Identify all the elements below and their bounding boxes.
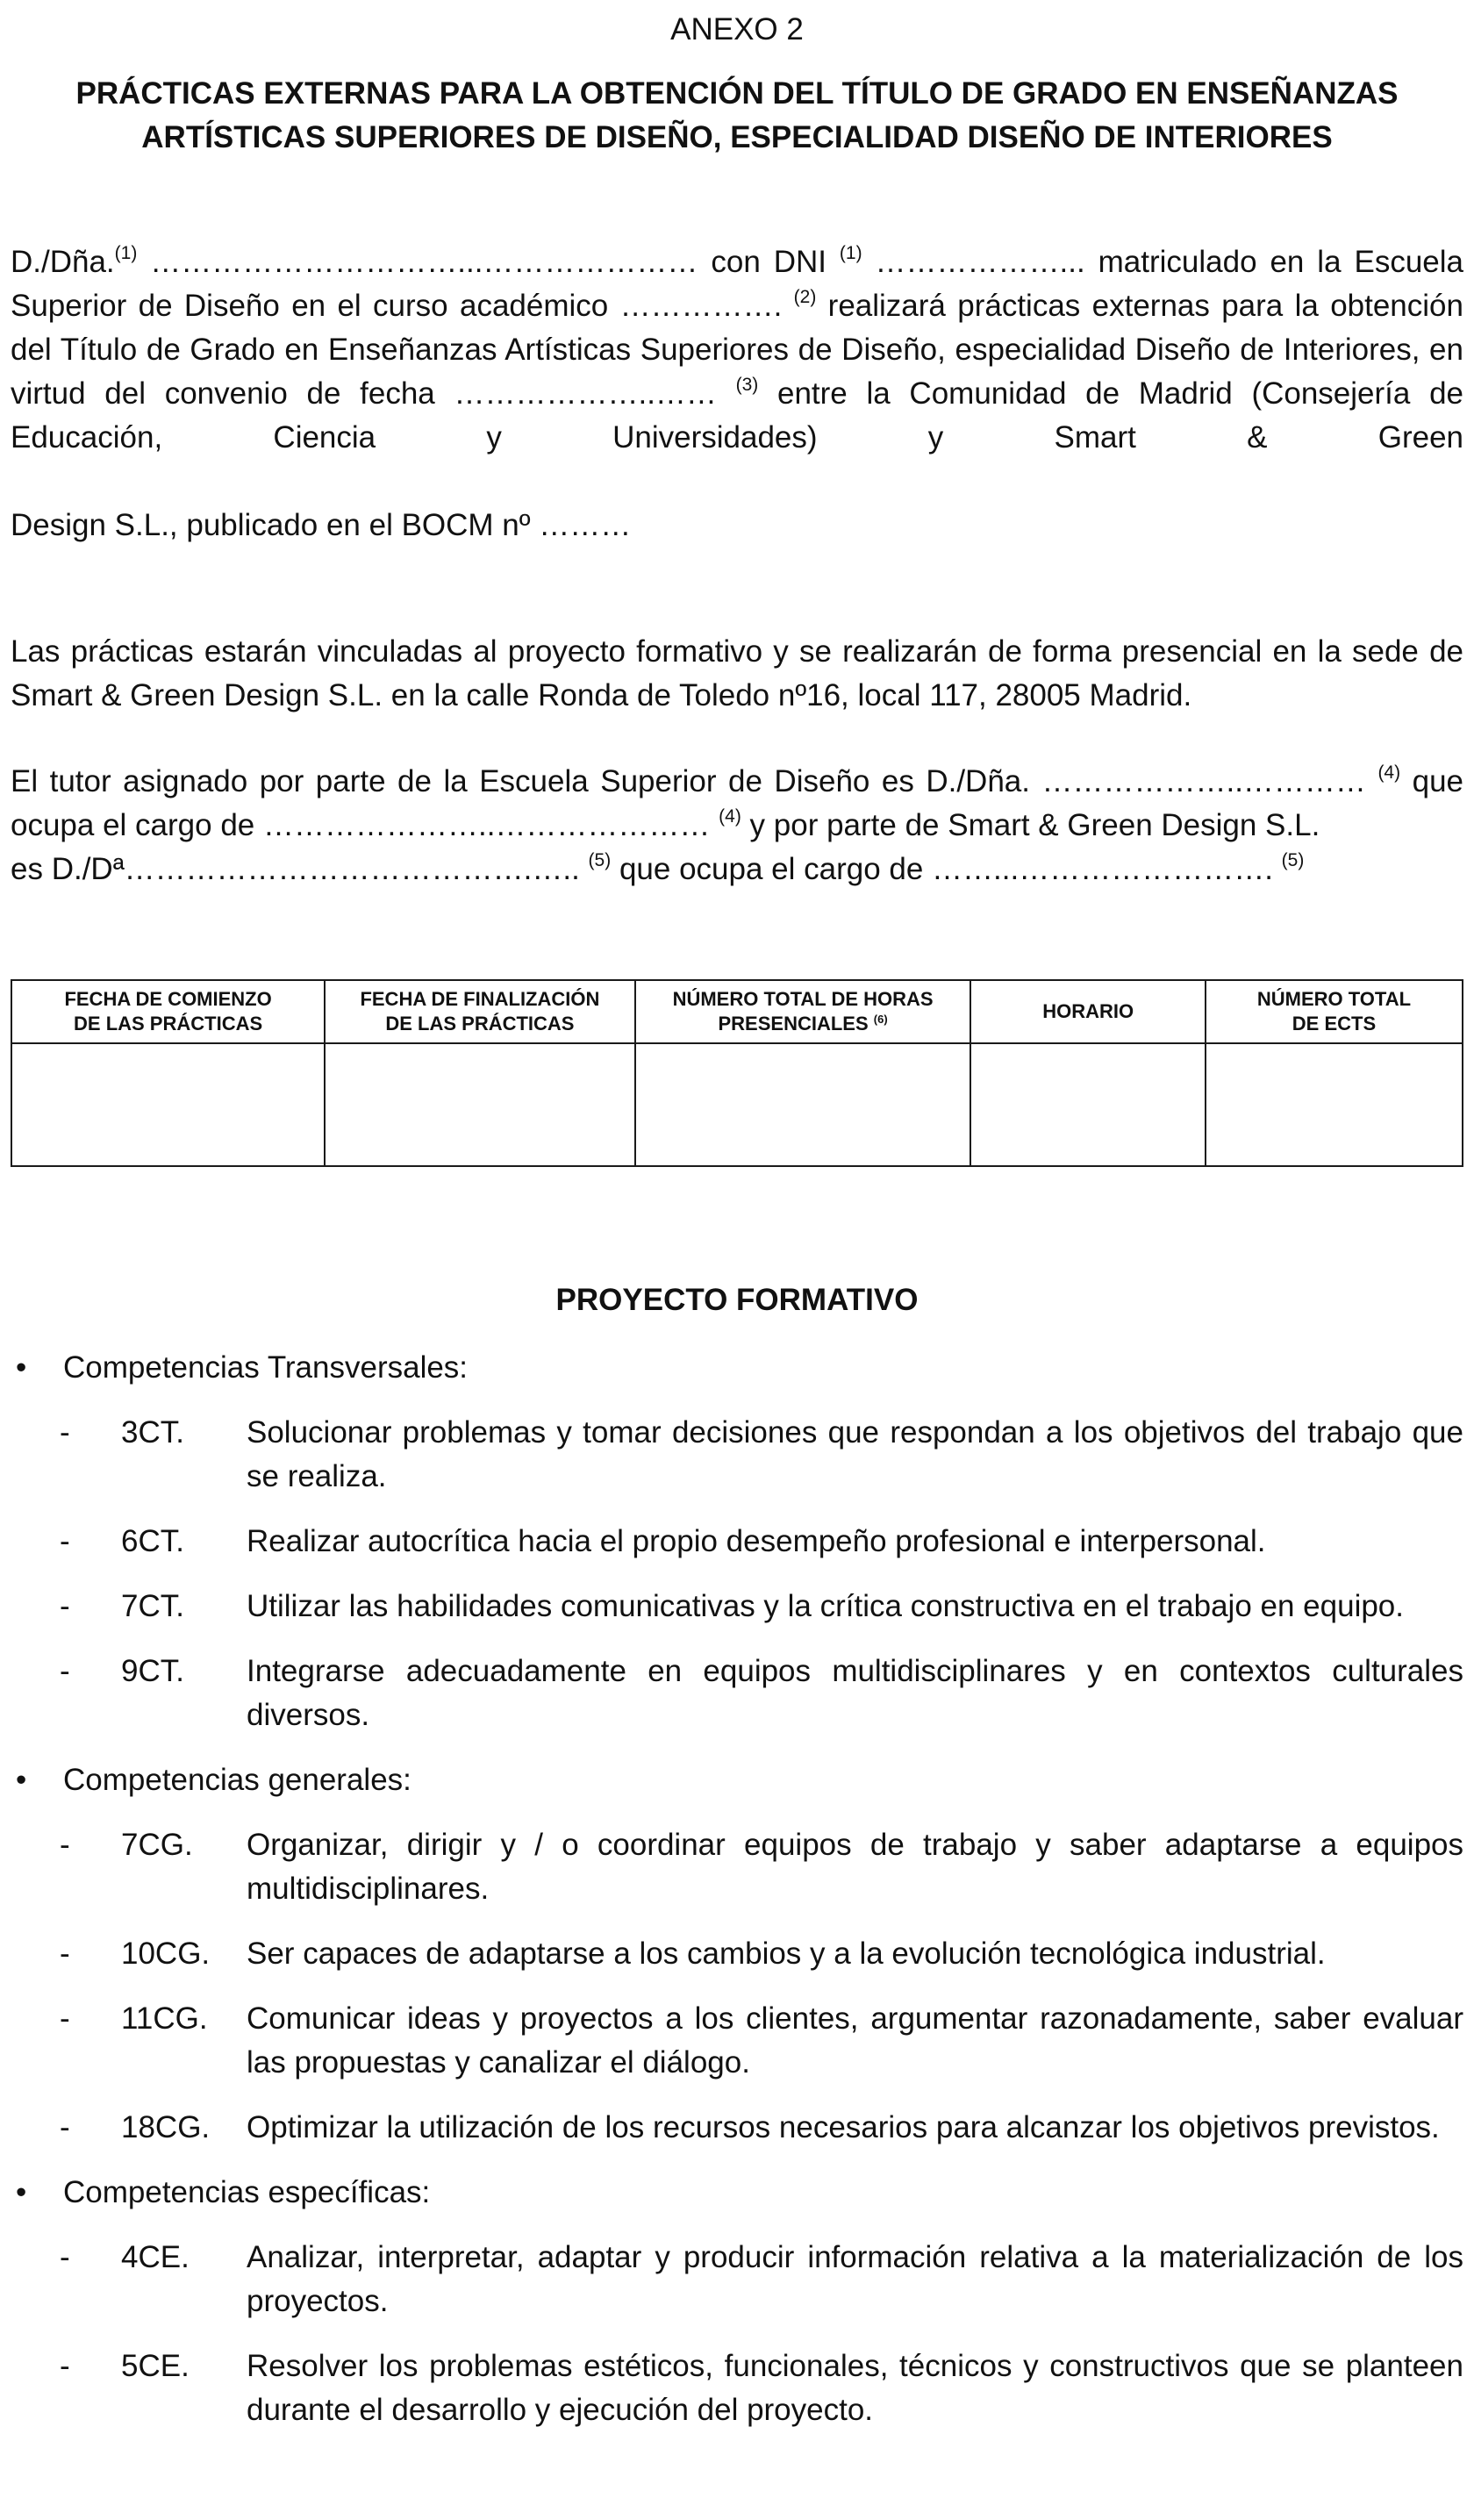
p3-last-line (11, 848, 1463, 891)
document-title (11, 72, 1463, 160)
list-item (11, 1520, 1463, 1564)
competency-text: Ser capaces de adaptarse a los cambios y a la evolución tecnológica industrial. (247, 1937, 1326, 1971)
p1-text-3: ………………... matriculado en la Escuela Superior de Diseño en el curso académico ……………. (11, 245, 1463, 323)
group-title: Competencias específicas: (63, 2175, 431, 2209)
competency-code: 10CG. (121, 1937, 211, 1971)
list-item (11, 2106, 1463, 2150)
competency-text: Solucionar problemas y tomar decisiones que respondan a los objetivos del trabajo que se realiza. (247, 1415, 1463, 1493)
competency-code: 18CG. (121, 2110, 211, 2144)
footnote-ref: (1) (114, 243, 138, 263)
group-heading (11, 2171, 1463, 2215)
bullet-icon: • (16, 1763, 27, 1797)
competency-text: Comunicar ideas y proyectos a los clientes, argumentar razonadamente, saber evaluar las propuestas y canalizar el diálogo. (247, 2001, 1463, 2080)
cell-schedule[interactable] (970, 1043, 1205, 1166)
competency-code: 9CT. (121, 1654, 184, 1688)
footnote-ref: (5) (1281, 850, 1305, 870)
section-title: PROYECTO FORMATIVO (555, 1283, 919, 1317)
p1-last-line: Design S.L., publicado en el BOCM nº ……… (11, 508, 632, 542)
annex-label: ANEXO 2 (670, 12, 804, 47)
competency-text: Integrarse adecuadamente en equipos multidisciplinares y en contextos culturales diversos. (247, 1654, 1463, 1732)
list-item (11, 1997, 1463, 2085)
competency-code: 7CT. (121, 1589, 184, 1623)
competency-text: Realizar autocrítica hacia el propio desempeño profesional e interpersonal. (247, 1524, 1266, 1558)
footnote-ref: (6) (873, 1013, 888, 1026)
competency-text: Utilizar las habilidades comunicativas y la crítica constructiva en el trabajo en equipo. (247, 1589, 1404, 1623)
p3-text-2: que ocupa el cargo de …………………..………………… (11, 764, 1463, 842)
p3-l3-text-2: que ocupa el cargo de ……...……………………. (611, 852, 1282, 886)
list-item (11, 1411, 1463, 1499)
footnote-ref: (5) (588, 850, 612, 870)
title-line-2: ARTÍSTICAS SUPERIORES DE DISEÑO, ESPECIALIDAD DISEÑO DE INTERIORES (141, 120, 1333, 154)
cell-start-date[interactable] (11, 1043, 325, 1166)
footnote-ref: (1) (839, 243, 862, 263)
dash-icon: - (60, 1654, 70, 1688)
dash-icon: - (60, 1524, 70, 1558)
competency-code: 6CT. (121, 1524, 184, 1558)
footnote-ref: (2) (793, 287, 817, 307)
competency-group-general (11, 1758, 1463, 2150)
list-item (11, 2345, 1463, 2432)
list-item (11, 1932, 1463, 1976)
dash-icon: - (60, 1828, 70, 1862)
header-line: NÚMERO TOTAL (1256, 988, 1412, 1010)
title-line-1: PRÁCTICAS EXTERNAS PARA LA OBTENCIÓN DEL TÍTULO DE GRADO EN ENSEÑANZAS (75, 76, 1399, 111)
dash-icon: - (60, 2110, 70, 2144)
competency-group-transversal (11, 1346, 1463, 1737)
competencies-list (11, 1346, 1463, 2453)
header-line (641, 1012, 965, 1036)
header-line: HORARIO (1042, 1000, 1134, 1022)
dash-icon: - (60, 1937, 70, 1971)
header-schedule (970, 980, 1205, 1043)
dash-icon: - (60, 2001, 70, 2036)
footnote-ref: (3) (735, 375, 759, 395)
competency-text: Optimizar la utilización de los recursos necesarios para alcanzar los objetivos previstos. (247, 2110, 1440, 2144)
competency-text: Organizar, dirigir y / o coordinar equipos de trabajo y saber adaptarse a equipos multidisciplinares. (247, 1828, 1463, 1906)
p3-l3-text-1: es D./Dª………………………………….….. (11, 852, 589, 886)
paragraph-location: Las prácticas estarán vinculadas al proyecto formativo y se realizarán de forma presencial en la sede de Smart & Green Design S.L. en la calle Ronda de Toledo nº16, local 117, 28005 Madrid. (11, 634, 1463, 712)
header-line: FECHA DE FINALIZACIÓN (360, 988, 600, 1010)
p1-text-2: …………………………...………………… con DNI (137, 245, 840, 279)
footnote-ref: (4) (1377, 762, 1401, 783)
header-line: FECHA DE COMIENZO (64, 988, 272, 1010)
paragraph-tutor (11, 760, 1463, 848)
practices-table (11, 979, 1463, 1167)
table-header-row (11, 980, 1463, 1043)
header-total-ects (1206, 980, 1463, 1043)
list-item (11, 1823, 1463, 1911)
cell-total-hours[interactable] (635, 1043, 971, 1166)
group-heading (11, 1758, 1463, 1802)
p1-text-5: entre la Comunidad de Madrid (Consejería de Educación, Ciencia y Universidades) y Smart & Green (11, 376, 1463, 455)
competency-code: 7CG. (121, 1828, 193, 1862)
header-text: PRESENCIALES (718, 1013, 869, 1034)
cell-total-ects[interactable] (1206, 1043, 1463, 1166)
bullet-icon: • (16, 2175, 27, 2209)
competency-text: Analizar, interpretar, adaptar y producir información relativa a la materialización de los proyectos. (247, 2240, 1463, 2318)
cell-end-date[interactable] (325, 1043, 635, 1166)
competency-code: 11CG. (121, 2001, 208, 2036)
competency-group-specific (11, 2171, 1463, 2432)
competency-code: 3CT. (121, 1415, 184, 1450)
p1-text-4: realizará prácticas externas para la obtención del Título de Grado en Enseñanzas Artísticas Superiores de Diseño, especialidad Diseño de Interiores, en virtud del convenio de fecha ………………..…… (11, 289, 1463, 411)
header-line: DE LAS PRÁCTICAS (385, 1013, 575, 1034)
group-heading (11, 1346, 1463, 1390)
bullet-icon: • (16, 1350, 27, 1385)
list-item (11, 1650, 1463, 1737)
p3-text-1: El tutor asignado por parte de la Escuela Superior de Diseño es D./Dña. ………………..………… (11, 764, 1378, 798)
competency-code: 5CE. (121, 2349, 190, 2383)
dash-icon: - (60, 1589, 70, 1623)
header-start-date (11, 980, 325, 1043)
dash-icon: - (60, 1415, 70, 1450)
dash-icon: - (60, 2240, 70, 2274)
list-item (11, 1585, 1463, 1629)
group-title: Competencias Transversales: (63, 1350, 469, 1385)
p1-text-1: D./Dña. (11, 245, 115, 279)
header-end-date (325, 980, 635, 1043)
paragraph-student-info (11, 240, 1463, 460)
p3-text-3: y por parte de Smart & Green Design S.L. (741, 808, 1320, 842)
header-total-hours (635, 980, 971, 1043)
header-line: NÚMERO TOTAL DE HORAS (672, 988, 934, 1010)
table-row (11, 1043, 1463, 1166)
dash-icon: - (60, 2349, 70, 2383)
competency-code: 4CE. (121, 2240, 190, 2274)
list-item (11, 2236, 1463, 2323)
competency-text: Resolver los problemas estéticos, funcionales, técnicos y constructivos que se planteen durante el desarrollo y ejecución del proyecto. (247, 2349, 1463, 2427)
header-line: DE ECTS (1292, 1013, 1377, 1034)
group-title: Competencias generales: (63, 1763, 411, 1797)
header-line: DE LAS PRÁCTICAS (74, 1013, 263, 1034)
footnote-ref: (4) (719, 806, 741, 827)
